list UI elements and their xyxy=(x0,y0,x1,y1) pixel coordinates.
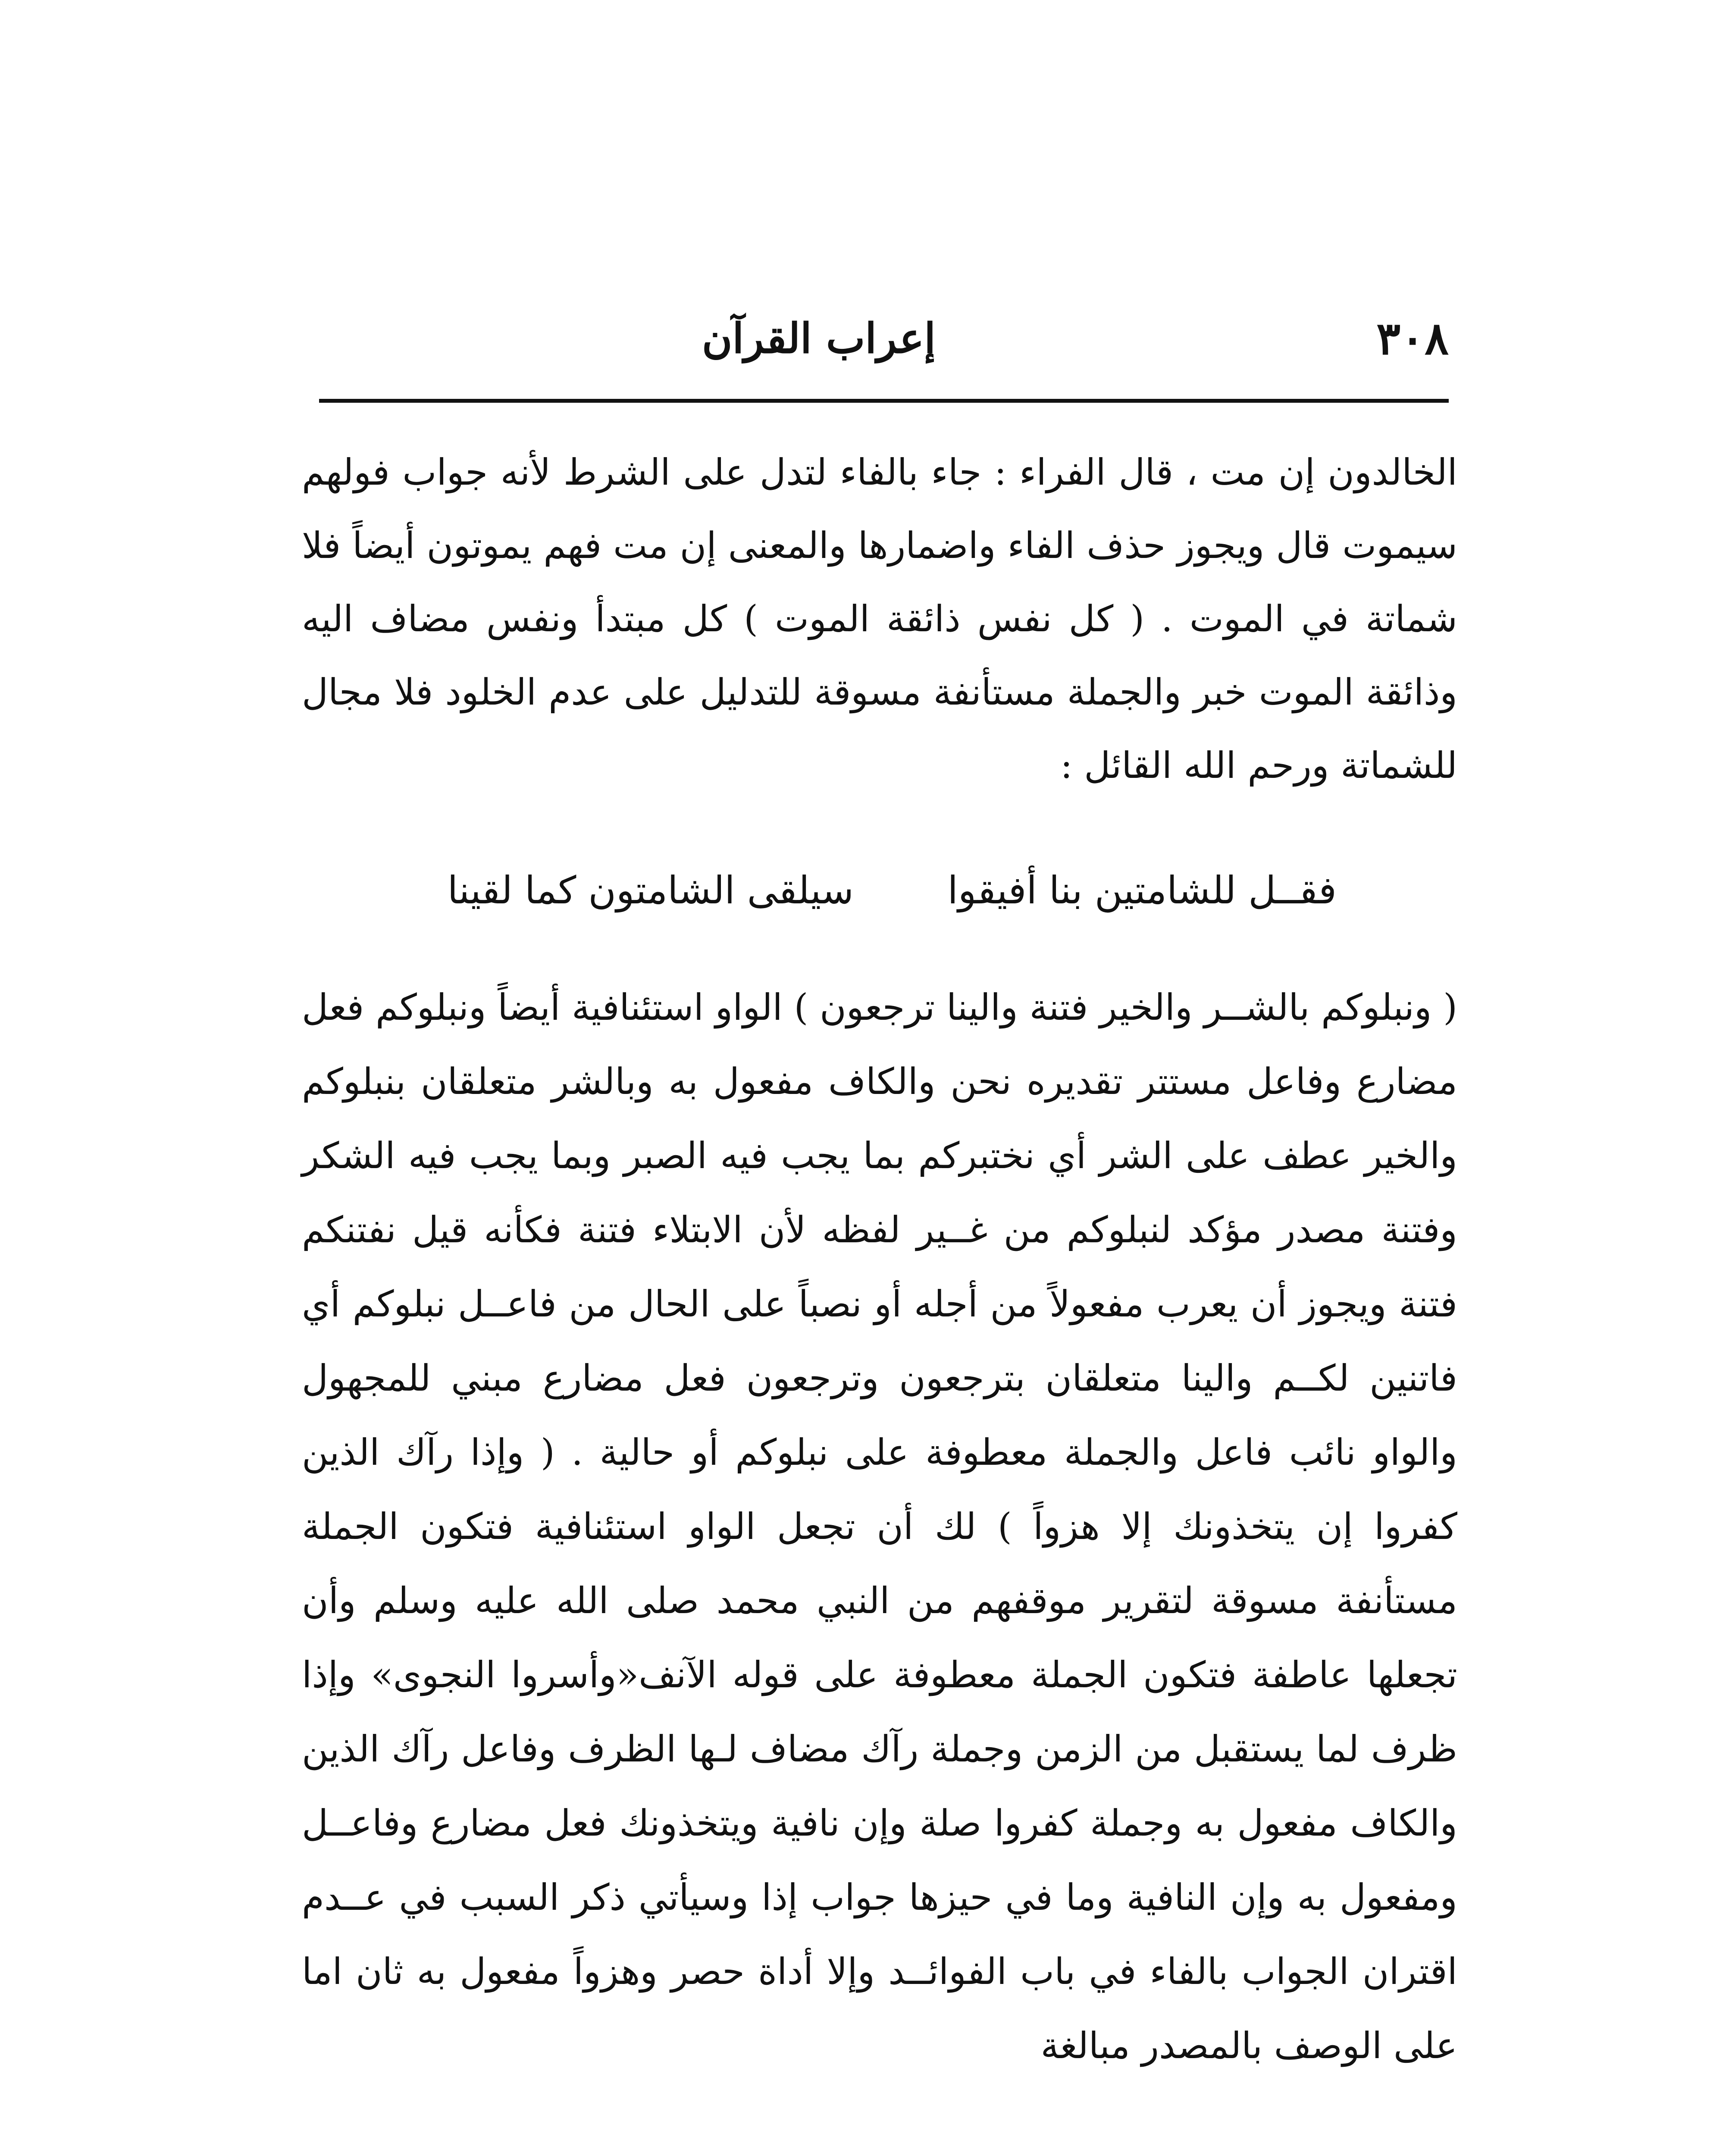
page-number: ٣٠٨ xyxy=(1376,312,1449,365)
body-text-main xyxy=(302,970,1457,2083)
poetry-verse xyxy=(302,854,1457,927)
paragraph: ( ونبلوكم بالشــر والخير فتنة والينا ترجعون ) الواو استئنافية أيضاً ونبلوكم فعل مضارع وفاعل مستتر تقديره نحن والكاف مفعول به وبالشر متعلقان بنبلوكم والخير عطف على الشر أي نختبركم بما يجب فيه الصبر وبما يجب فيه الشكر وفتنة مصدر مؤكد لنبلوكم من غــير لفظه لأن الابتلاء فتنة فكأنه قيل نفتنكم فتنة ويجوز أن يعرب مفعولاً من أجله أو نصباً على الحال من فاعــل نبلوكم أي فاتنين لكــم والينا متعلقان بترجعون وترجعون فعل مضارع مبني للمجهول والواو نائب فاعل والجملة معطوفة على نبلوكم أو حالية . ( وإذا رآك الذين كفروا إن يتخذونك إلا هزواً ) لك أن تجعل الواو استئنافية فتكون الجملة مستأنفة مسوقة لتقرير موقفهم من النبي محمد صلى الله عليه وسلم وأن تجعلها عاطفة فتكون الجملة معطوفة على قوله الآنف«وأسروا النجوى» وإذا ظرف لما يستقبل من الزمن وجملة رآك مضاف لـها الظرف وفاعل رآك الذين والكاف مفعول به وجملة كفروا صلة وإن نافية ويتخذونك فعل مضارع وفاعــل ومفعول به وإن النافية وما في حيزها جواب إذا وسيأتي ذكر السبب في عــدم اقتران الجواب بالفاء في باب الفوائــد وإلا أداة حصر وهزواً مفعول به ثان اما على الوصف بالمصدر مبالغة xyxy=(302,986,1457,2067)
body-text-top xyxy=(302,436,1457,802)
header-rule xyxy=(319,399,1449,403)
verse-first-hemistich: فقــل للشامتين بنا أفيقوا xyxy=(947,868,1337,912)
paragraph: الخالدون إن مت ، قال الفراء : جاء بالفاء لتدل على الشرط لأنه جواب فولهم سيموت قال ويجوز حذف الفاء واضمارها والمعنى إن مت فهم يموتون أيضاً فلا شماتة في الموت . ( كل نفس ذائقة الموت ) كل مبتدأ ونفس مضاف اليه وذائقة الموت خبر والجملة مستأنفة مسوقة للتدليل على عدم الخلود فلا مجال للشماتة ورحم الله القائل : xyxy=(302,451,1457,787)
page-header xyxy=(319,302,1449,384)
verse-second-hemistich: سيلقى الشامتون كما لقينا xyxy=(447,868,854,912)
running-title: إعراب القرآن xyxy=(702,314,936,363)
